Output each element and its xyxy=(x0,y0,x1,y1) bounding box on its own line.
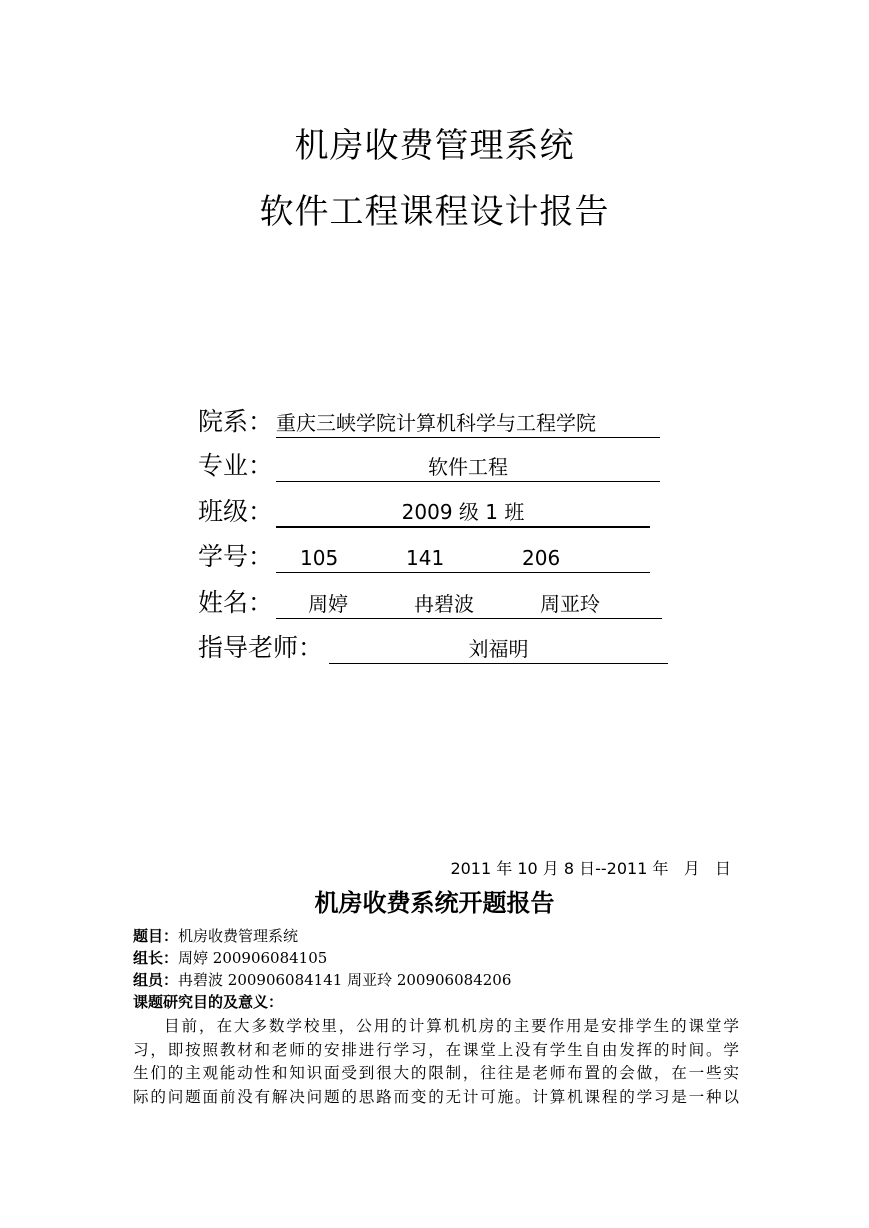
topic-label: 题目： xyxy=(133,927,179,945)
paragraph-line: 目前，在大多数学校里，公用的计算机机房的主要作用是安排学生的课堂学 xyxy=(164,1017,739,1035)
student-id-row xyxy=(198,537,668,577)
leader-line xyxy=(133,948,738,969)
names-label: 姓名： xyxy=(198,588,274,617)
major-row xyxy=(198,446,668,486)
student-id: 105 xyxy=(300,546,339,570)
student-name: 周亚玲 xyxy=(540,592,600,616)
names-row xyxy=(198,583,668,623)
class-value: 2009 级 1 班 xyxy=(276,498,650,528)
leader-label: 组长： xyxy=(133,949,179,967)
members-line xyxy=(133,970,738,991)
topic-value: 机房收费管理系统 xyxy=(178,927,299,945)
class-label: 班级： xyxy=(198,497,274,526)
paragraph-line: 生们的主观能动性和知识面受到很大的限制，往往是老师布置的会做，在一些实 xyxy=(133,1064,739,1082)
cover-title-line1: 机房收费管理系统 xyxy=(294,126,575,166)
major-label: 专业： xyxy=(198,451,274,480)
cover-title-line2: 软件工程课程设计报告 xyxy=(259,192,610,232)
student-name: 周婷 xyxy=(308,592,348,616)
student-id-label: 学号： xyxy=(198,542,274,571)
members-value: 冉碧波 200906084141 周亚玲 200906084206 xyxy=(178,971,512,989)
purpose-heading-line xyxy=(133,992,738,1013)
paragraph-line: 习，即按照教材和老师的安排进行学习，在课堂上没有学生自由发挥的时间。学 xyxy=(133,1040,739,1059)
department-label: 院系： xyxy=(198,407,274,436)
members-label: 组员： xyxy=(133,971,179,989)
advisor-row xyxy=(198,628,672,668)
department-row xyxy=(198,402,668,442)
department-value: 重庆三峡学院计算机科学与工程学院 xyxy=(276,409,660,438)
student-name: 冉碧波 xyxy=(414,592,474,616)
advisor-value: 刘福明 xyxy=(329,635,668,664)
leader-value: 周婷 200906084105 xyxy=(178,949,328,967)
student-id-values xyxy=(276,544,650,573)
paragraph-line: 际的问题面前没有解决问题的思路而变的无计可施。计算机课程的学习是一种以 xyxy=(133,1087,739,1106)
student-id: 141 xyxy=(406,546,445,570)
topic-line xyxy=(133,926,738,947)
class-row xyxy=(198,492,668,532)
advisor-label: 指导老师： xyxy=(198,633,324,662)
major-value: 软件工程 xyxy=(276,453,660,482)
proposal-title: 机房收费系统开题报告 xyxy=(314,889,555,917)
student-id: 206 xyxy=(522,546,561,570)
purpose-paragraph xyxy=(133,1015,739,1109)
names-values xyxy=(276,590,662,619)
date-range: 2011 年 10 月 8 日--2011 年 月 日 xyxy=(450,859,731,878)
purpose-heading: 课题研究目的及意义： xyxy=(133,993,284,1011)
